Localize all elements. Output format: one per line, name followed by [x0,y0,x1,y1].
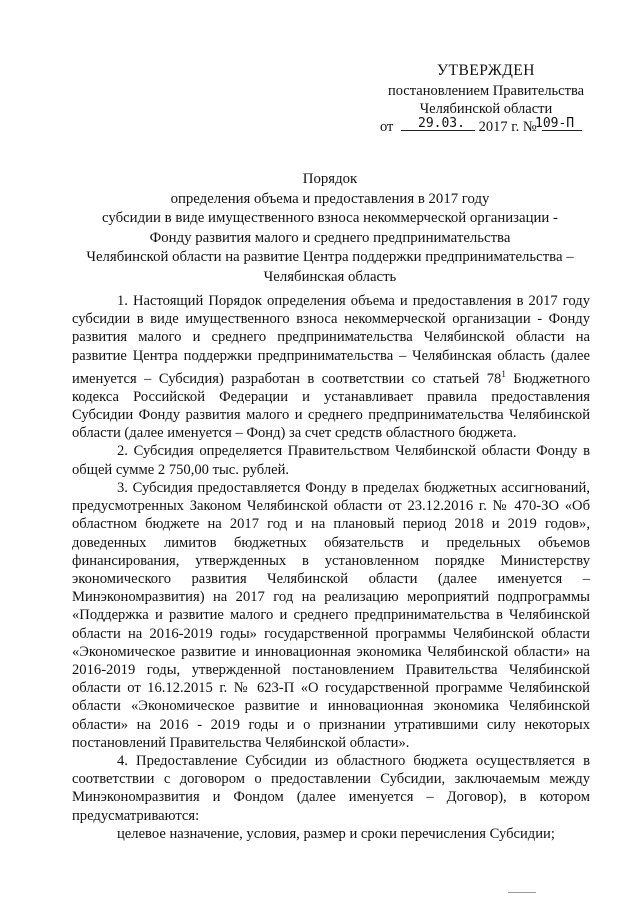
heading-line-2: определения объема и предоставления в 2017 году [170,190,490,207]
document-body [72,292,590,843]
article-superscript: 1 [501,368,506,379]
from-label: от [380,119,394,135]
heading-line-3: субсидии в виде имущественного взноса некоммерческой организации - [102,210,558,226]
paragraph-1-text-b: Бюджетного кодекса Российской Федерации и устанавливает правила предоставления Субсидии Фонду развития малого и среднего предпринимательства Челябинской области (далее именуется – Фонд) за счет средств областного бюджета. [72,370,591,442]
heading-line-1: Порядок [302,171,358,187]
approval-line-2: Челябинской области [419,101,553,117]
paragraph-1 [72,292,590,442]
heading-line-6: Челябинская область [263,268,397,285]
document-heading [70,170,590,287]
handwritten-number: 109-П [535,116,575,131]
year-text: 2017 г. № [478,119,537,135]
page-bottom-mark [508,892,536,896]
paragraph-5: целевое назначение, условия, размер и сроки перечисления Субсидии; [117,825,555,842]
paragraph-4: 4. Предоставление Субсидии из областного бюджета осуществляется в соответствии с договором о предоставлении Субсидии, заключаемым между Минэкономразвития и Фондом (далее именуется – Договор), в котором предусматриваются: [72,752,590,824]
paragraph-1-text-a: 1. Настоящий Порядок определения объема и предоставления в 2017 году субсидии в виде имущественного взноса некоммерческой организации - Фонду развития малого и среднего предпринимательства Челябинской области на развитие Центра поддержки предпринимательства – Челябинская область (далее именуется – Субсидия) разработан в соответствии со статьей 78 [72,293,590,387]
paragraph-3: 3. Субсидия предоставляется Фонду в пределах бюджетных ассигнований, предусмотренных Законом Челябинской области от 23.12.2016 г. № 470-ЗО «Об областном бюджете на 2017 год и на плановый период 2018 и 2019 годов», доведенных лимитов бюджетных обязательств и предельных объемов финансирования, утвержденных в установленном порядке Министерству экономического развития Челябинской области (далее именуется – Минэкономразвития) на 2017 год на реализацию мероприятий подпрограммы «Поддержка и развитие малого и среднего предпринимательства в Челябинской области на 2016-2019 годы» государственной программы Челябинской области «Экономическое развитие и инновационная экономика Челябинской области» на 2016-2019 годы, утвержденной постановлением Правительства Челябинской области от 16.12.2015 г. № 623-П «О государственной программе Челябинской области «Экономическое развитие и инновационная экономика Челябинской области» на 2016 - 2019 годы и о признании утратившими силу некоторых постановлений Правительства Челябинской области». [72,479,590,751]
heading-line-5: Челябинской области на развитие Центра поддержки предпринимательства – [86,249,574,265]
approval-line-1: постановлением Правительства [387,83,585,99]
approval-date-line [380,118,596,136]
approval-title: УТВЕРЖДЕН [437,62,535,79]
heading-line-4: Фонду развития малого и среднего предпринимательства [149,229,511,246]
approval-stamp-block [376,62,596,136]
handwritten-date: 29.03. [418,116,465,131]
paragraph-2: 2. Субсидия определяется Правительством Челябинской области Фонду в общей сумме 2 750,00 тыс. рублей. [72,443,590,478]
